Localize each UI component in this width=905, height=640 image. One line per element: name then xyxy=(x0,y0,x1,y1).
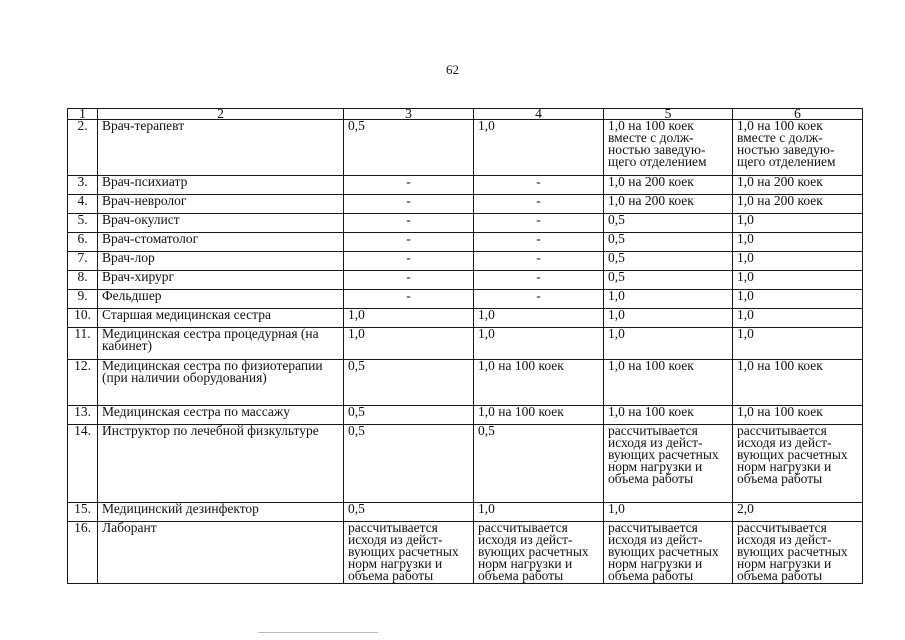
col3-value-cell: 0,5 xyxy=(344,406,474,425)
col5-value-cell: 1,0 на 100 коек xyxy=(604,406,733,425)
col5-value-cell: 1,0 xyxy=(604,290,733,309)
col6-value-cell: 1,0 на 100 коек вместе с долж-ностью заведую-щего отделением xyxy=(733,120,863,176)
col4-value-cell: 1,0 xyxy=(474,328,604,360)
col6-value-cell: 1,0 на 200 коек xyxy=(733,195,863,214)
col3-value-cell: - xyxy=(344,176,474,195)
col5-value-cell: 1,0 на 100 коек вместе с долж-ностью заведую-щего отделением xyxy=(604,120,733,176)
col4-value-cell: - xyxy=(474,195,604,214)
position-name-cell: Лаборант xyxy=(98,522,344,584)
col5-value-cell: 1,0 xyxy=(604,328,733,360)
col4-value-cell: - xyxy=(474,176,604,195)
row-number-cell: 14. xyxy=(68,425,98,503)
table-row xyxy=(68,425,863,503)
col3-value-cell: - xyxy=(344,195,474,214)
col5-value-cell: рассчитывается исходя из дейст-вующих расчетных норм нагрузки и объема работы xyxy=(604,522,733,584)
col3-value-cell: - xyxy=(344,233,474,252)
col4-value-cell: - xyxy=(474,214,604,233)
col4-value-cell: 1,0 xyxy=(474,309,604,328)
col5-value-cell: 1,0 xyxy=(604,309,733,328)
header-cell: 2 xyxy=(98,109,344,120)
col3-value-cell: 0,5 xyxy=(344,120,474,176)
col4-value-cell: 0,5 xyxy=(474,425,604,503)
header-cell: 1 xyxy=(68,109,98,120)
col3-value-cell: - xyxy=(344,214,474,233)
col4-value-cell: 1,0 xyxy=(474,120,604,176)
table-row xyxy=(68,309,863,328)
col5-value-cell: 0,5 xyxy=(604,252,733,271)
position-name-cell: Врач-хирург xyxy=(98,271,344,290)
col4-value-cell: - xyxy=(474,290,604,309)
col6-value-cell: рассчитывается исходя из дейст-вующих расчетных норм нагрузки и объема работы xyxy=(733,522,863,584)
row-number-cell: 15. xyxy=(68,503,98,522)
row-number-cell: 11. xyxy=(68,328,98,360)
table-row xyxy=(68,522,863,584)
table-row xyxy=(68,503,863,522)
col6-value-cell: 1,0 xyxy=(733,271,863,290)
header-cell: 3 xyxy=(344,109,474,120)
col4-value-cell: 1,0 xyxy=(474,503,604,522)
row-number-cell: 5. xyxy=(68,214,98,233)
col6-value-cell: рассчитывается исходя из дейст-вующих расчетных норм нагрузки и объема работы xyxy=(733,425,863,503)
table-row xyxy=(68,271,863,290)
col6-value-cell: 2,0 xyxy=(733,503,863,522)
row-number-cell: 10. xyxy=(68,309,98,328)
row-number-cell: 9. xyxy=(68,290,98,309)
table-row xyxy=(68,120,863,176)
table-row xyxy=(68,233,863,252)
row-number-cell: 13. xyxy=(68,406,98,425)
table-row xyxy=(68,176,863,195)
row-number-cell: 6. xyxy=(68,233,98,252)
row-number-cell: 7. xyxy=(68,252,98,271)
col4-value-cell: - xyxy=(474,233,604,252)
col3-value-cell: - xyxy=(344,252,474,271)
position-name-cell: Врач-стоматолог xyxy=(98,233,344,252)
col4-value-cell: - xyxy=(474,252,604,271)
col6-value-cell: 1,0 на 100 коек xyxy=(733,360,863,406)
col6-value-cell: 1,0 на 200 коек xyxy=(733,176,863,195)
position-name-cell: Фельдшер xyxy=(98,290,344,309)
position-name-cell: Врач-лор xyxy=(98,252,344,271)
table-row xyxy=(68,360,863,406)
col5-value-cell: 0,5 xyxy=(604,214,733,233)
row-number-cell: 2. xyxy=(68,120,98,176)
table-row xyxy=(68,195,863,214)
col6-value-cell: 1,0 xyxy=(733,252,863,271)
page-number: 62 xyxy=(446,62,459,77)
col4-value-cell: 1,0 на 100 коек xyxy=(474,360,604,406)
table-row xyxy=(68,290,863,309)
row-number-cell: 16. xyxy=(68,522,98,584)
position-name-cell: Медицинский дезинфектор xyxy=(98,503,344,522)
col6-value-cell: 1,0 xyxy=(733,328,863,360)
position-name-cell: Инструктор по лечебной физкультуре xyxy=(98,425,344,503)
col3-value-cell: - xyxy=(344,290,474,309)
col6-value-cell: 1,0 xyxy=(733,233,863,252)
position-name-cell: Врач-терапевт xyxy=(98,120,344,176)
position-name-cell: Медицинская сестра по физиотерапии (при наличии оборудования) xyxy=(98,360,344,406)
position-name-cell: Врач-окулист xyxy=(98,214,344,233)
position-name-cell: Врач-психиатр xyxy=(98,176,344,195)
col3-value-cell: - xyxy=(344,271,474,290)
staffing-table xyxy=(67,108,863,584)
col3-value-cell: 1,0 xyxy=(344,328,474,360)
col4-value-cell: 1,0 на 100 коек xyxy=(474,406,604,425)
position-name-cell: Медицинская сестра процедурная (на кабинет) xyxy=(98,328,344,360)
row-number-cell: 3. xyxy=(68,176,98,195)
position-name-cell: Медицинская сестра по массажу xyxy=(98,406,344,425)
col5-value-cell: 1,0 на 100 коек xyxy=(604,360,733,406)
col6-value-cell: 1,0 xyxy=(733,309,863,328)
position-name-cell: Врач-невролог xyxy=(98,195,344,214)
row-number-cell: 4. xyxy=(68,195,98,214)
col6-value-cell: 1,0 xyxy=(733,290,863,309)
col5-value-cell: 1,0 на 200 коек xyxy=(604,176,733,195)
col5-value-cell: рассчитывается исходя из дейст-вующих расчетных норм нагрузки и объема работы xyxy=(604,425,733,503)
col6-value-cell: 1,0 xyxy=(733,214,863,233)
col5-value-cell: 0,5 xyxy=(604,233,733,252)
col4-value-cell: рассчитывается исходя из дейст-вующих расчетных норм нагрузки и объема работы xyxy=(474,522,604,584)
page-bottom-mark xyxy=(258,632,378,633)
col3-value-cell: рассчитывается исходя из дейст-вующих расчетных норм нагрузки и объема работы xyxy=(344,522,474,584)
col3-value-cell: 0,5 xyxy=(344,360,474,406)
col3-value-cell: 0,5 xyxy=(344,503,474,522)
header-cell: 6 xyxy=(733,109,863,120)
col6-value-cell: 1,0 на 100 коек xyxy=(733,406,863,425)
table-row xyxy=(68,328,863,360)
header-cell: 4 xyxy=(474,109,604,120)
col3-value-cell: 0,5 xyxy=(344,425,474,503)
header-cell: 5 xyxy=(604,109,733,120)
table-row xyxy=(68,214,863,233)
col5-value-cell: 1,0 xyxy=(604,503,733,522)
table-row xyxy=(68,252,863,271)
col4-value-cell: - xyxy=(474,271,604,290)
position-name-cell: Старшая медицинская сестра xyxy=(98,309,344,328)
table-header-row xyxy=(68,109,863,120)
row-number-cell: 12. xyxy=(68,360,98,406)
col3-value-cell: 1,0 xyxy=(344,309,474,328)
row-number-cell: 8. xyxy=(68,271,98,290)
table-row xyxy=(68,406,863,425)
col5-value-cell: 0,5 xyxy=(604,271,733,290)
col5-value-cell: 1,0 на 200 коек xyxy=(604,195,733,214)
